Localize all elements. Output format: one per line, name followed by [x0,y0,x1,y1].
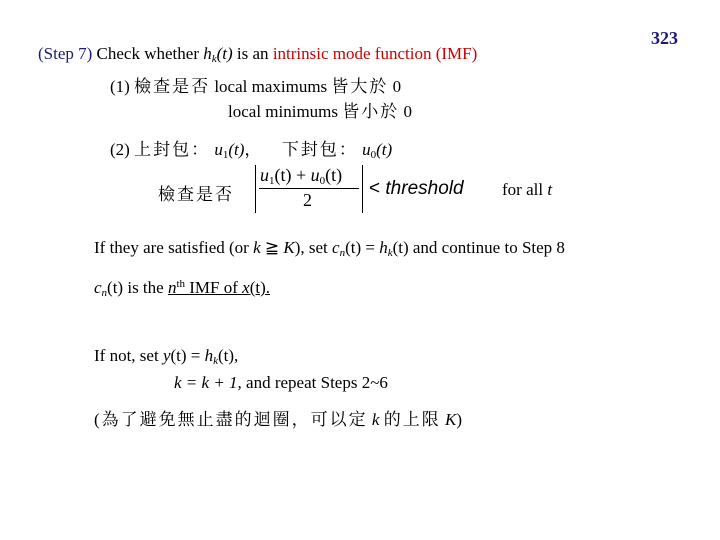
item2-line [110,135,392,161]
item1-check: 檢查是否 [134,77,211,96]
item1-max-value: 0 [392,77,402,96]
step-label: (Step 7) [38,44,93,63]
fraction-bar [259,188,359,189]
lower-sub: 0 [370,149,377,161]
h-sub: k [211,53,217,65]
item1-number: (1) [110,77,130,96]
lower-sym: u [362,140,371,159]
abs-bar-right [362,165,363,213]
item1-line2 [228,97,412,122]
satisfied-line: If they are satisfied (or k ≧ K), set $c_n(t) = h_k(t)$ and continue to Step 8 [94,238,565,259]
step-text-mid: is an [236,44,269,63]
upper-sub: 1 [222,149,229,161]
not-satisfied-line1: If not, set $y(t) = h_k(t)$, [94,346,239,367]
imf-line: $c_n(t)$ is the $n^{th}$ IMF of x(t). [94,278,271,299]
item1-min-value: 0 [403,102,413,121]
not-satisfied-line2: k = k + 1, and repeat Steps 2~6 [174,373,388,392]
threshold-expression: < threshold [369,178,464,199]
upper-arg: (t) [228,140,245,159]
abs-bar-left [255,165,256,213]
page-number: 323 [651,28,678,48]
for-all: for all t [502,180,553,199]
h-arg: (t) [216,44,233,63]
lower-arg: (t) [376,140,393,159]
item1-min-cjk: 皆小於 [342,102,400,121]
upper-sym: u [214,140,223,159]
item1-min-text: local minimums [228,102,339,121]
upper-envelope-label: 上封包： [134,140,211,159]
step-text-before: Check whether [96,44,199,63]
imf-highlight: intrinsic mode function (IMF) [272,44,478,63]
fraction-numerator: $u_1(t) + u_0(t)$ [260,165,343,187]
item1-line1 [110,72,401,97]
fraction-denominator: 2 [303,190,312,210]
threshold-formula [255,165,469,213]
step-heading [38,44,477,65]
h-symbol: h [203,44,212,63]
lower-envelope-label: 下封包： [281,140,358,159]
condition-check: 檢查是否 [158,185,234,204]
sep: ， [244,140,262,159]
item1-max-cjk: 皆大於 [331,77,389,96]
item2-number: (2) [110,140,130,159]
item1-max-text: local maximums [214,77,328,96]
loop-note: (為了避免無止盡的迴圈，可以定 k 的上限 K) [94,410,462,429]
